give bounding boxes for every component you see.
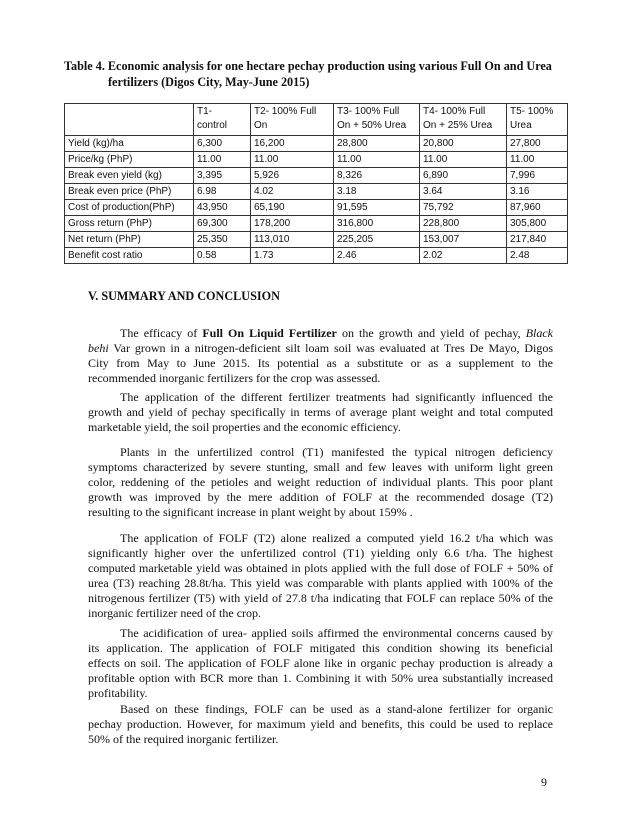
header-cell-t2: T2- 100% Full On bbox=[251, 104, 334, 136]
header-cell-blank bbox=[65, 104, 194, 136]
paragraph-1 bbox=[88, 326, 553, 386]
table-row bbox=[65, 168, 568, 184]
header-cell-t4: T4- 100% Full On + 25% Urea bbox=[420, 104, 507, 136]
table-cell: 16,200 bbox=[251, 136, 334, 152]
header-cell-t5: T5- 100% Urea bbox=[507, 104, 568, 136]
table-row bbox=[65, 232, 568, 248]
table-cell: 3.64 bbox=[420, 184, 507, 200]
paragraph-4 bbox=[88, 531, 553, 621]
paragraph-line: Plants in the unfertilized control (T1) manifested the typical nitrogen deficiency bbox=[120, 445, 553, 459]
paragraph-5 bbox=[88, 626, 553, 701]
paragraph-line: recommended inorganic fertilizers for the crop was assessed. bbox=[88, 371, 381, 385]
paragraph-line: behi Var grown in a nitrogen-deficient silt loam soil was evaluated at Tres De Mayo, Digos bbox=[88, 341, 553, 355]
table-cell: 153,007 bbox=[420, 232, 507, 248]
table-cell: 11.00 bbox=[420, 152, 507, 168]
table-cell: 2.02 bbox=[420, 248, 507, 264]
table-caption bbox=[64, 58, 576, 90]
paragraph-line: The application of the different fertilizer treatments had significantly influenced the bbox=[120, 390, 553, 404]
paragraph-line: growth was improved by the mere addition of FOLF at the recommended dosage (T2) bbox=[88, 490, 553, 504]
paragraph-line: symptoms characterized by severe stunting, small and few leaves with uniform light green bbox=[88, 460, 553, 474]
paragraph-line: nitrogenous fertilizer (T5) with yield of 27.8 t/ha indicating that FOLF can replace 50% of the bbox=[88, 591, 553, 605]
table-cell: 1.73 bbox=[251, 248, 334, 264]
paragraph-line: growth and yield of pechay specifically in terms of average plant weight and total computed bbox=[88, 405, 553, 419]
table-row bbox=[65, 248, 568, 264]
row-label: Price/kg (PhP) bbox=[65, 152, 194, 168]
row-label: Yield (kg)/ha bbox=[65, 136, 194, 152]
table-cell: 178,200 bbox=[251, 216, 334, 232]
table-cell: 305,800 bbox=[507, 216, 568, 232]
table-cell: 4.02 bbox=[251, 184, 334, 200]
table-cell: 28,800 bbox=[334, 136, 420, 152]
paragraph-line: Based on these findings, FOLF can be used as a stand-alone fertilizer for organic bbox=[120, 702, 553, 716]
table-cell: 3.16 bbox=[507, 184, 568, 200]
table-cell: 225,205 bbox=[334, 232, 420, 248]
table-cell: 91,595 bbox=[334, 200, 420, 216]
table-cell: 11.00 bbox=[251, 152, 334, 168]
table-cell: 25,350 bbox=[194, 232, 251, 248]
paragraph-line: City from May to June 2015. Its potential as a substitute or as a supplement to the bbox=[88, 356, 553, 370]
table-cell: 6.98 bbox=[194, 184, 251, 200]
paragraph-line: profitable option with BCR more than 1. Combining it with 50% urea substantially increased bbox=[88, 671, 553, 685]
header-cell-t3: T3- 100% Full On + 50% Urea bbox=[334, 104, 420, 136]
paragraph-line: significantly higher over the unfertilized control (T1) yielding only 6.6 t/ha. The highest bbox=[88, 546, 553, 560]
table-cell: 87,960 bbox=[507, 200, 568, 216]
row-label: Gross return (PhP) bbox=[65, 216, 194, 232]
table-header-row bbox=[65, 104, 568, 136]
table-cell: 3.18 bbox=[334, 184, 420, 200]
table-row bbox=[65, 184, 568, 200]
paragraph-line: computed marketable yield was obtained in plots applied with the full dose of FOLF + 50% of bbox=[88, 561, 553, 575]
table-cell: 8,326 bbox=[334, 168, 420, 184]
economic-analysis-table bbox=[64, 103, 568, 264]
paragraph-line: color, reddening of the petioles and weight reduction of individual plants. This poor plant bbox=[88, 475, 553, 489]
paragraph-line: effects on soil. The application of FOLF alone like in organic pechay production is already a bbox=[88, 656, 553, 670]
table-cell: 2.46 bbox=[334, 248, 420, 264]
table-caption-line-2: fertilizers (Digos City, May-June 2015) bbox=[108, 75, 310, 89]
table-cell: 20,800 bbox=[420, 136, 507, 152]
table-cell: 6,300 bbox=[194, 136, 251, 152]
paragraph-line: its application. The application of FOLF mitigated this condition showing its beneficial bbox=[88, 641, 553, 655]
table-cell: 11.00 bbox=[194, 152, 251, 168]
section-heading: V. SUMMARY AND CONCLUSION bbox=[88, 289, 280, 303]
row-label: Break even yield (kg) bbox=[65, 168, 194, 184]
row-label: Cost of production(PhP) bbox=[65, 200, 194, 216]
table-cell: 0.58 bbox=[194, 248, 251, 264]
paragraph-line: marketable yield, the soil properties and the economic efficiency. bbox=[88, 420, 401, 434]
table-cell: 7,996 bbox=[507, 168, 568, 184]
paragraph-line: urea (T3) reaching 28.8t/ha. This yield was comparable with plants applied with 100% of the bbox=[88, 576, 553, 590]
table-row bbox=[65, 200, 568, 216]
page-number: 9 bbox=[541, 775, 547, 789]
table-cell: 6,890 bbox=[420, 168, 507, 184]
paragraph-line: profitability. bbox=[88, 686, 148, 700]
paragraph-3 bbox=[88, 445, 553, 520]
table-cell: 27,800 bbox=[507, 136, 568, 152]
table-cell: 11.00 bbox=[334, 152, 420, 168]
paragraph-line: inorganic fertilizer need of the crop. bbox=[88, 606, 262, 620]
paragraph-2 bbox=[88, 390, 553, 435]
table-row bbox=[65, 136, 568, 152]
table-caption-line-1: Table 4. Economic analysis for one hectare pechay production using various Full On and Urea bbox=[64, 59, 552, 73]
table-cell: 65,190 bbox=[251, 200, 334, 216]
paragraph-line: pechay production. However, for maximum yield and benefits, this could be used to replace bbox=[88, 717, 553, 731]
table-row bbox=[65, 216, 568, 232]
paragraph-line: resulting to the significant increase in plant weight by about 159% . bbox=[88, 505, 413, 519]
table-cell: 43,950 bbox=[194, 200, 251, 216]
row-label: Break even price (PhP) bbox=[65, 184, 194, 200]
table-cell: 316,800 bbox=[334, 216, 420, 232]
paragraph-line: The application of FOLF (T2) alone realized a computed yield 16.2 t/ha which was bbox=[120, 531, 553, 545]
paragraph-line: The acidification of urea- applied soils affirmed the environmental concerns caused by bbox=[120, 626, 553, 640]
row-label: Net return (PhP) bbox=[65, 232, 194, 248]
table-cell: 5,926 bbox=[251, 168, 334, 184]
table-cell: 69,300 bbox=[194, 216, 251, 232]
row-label: Benefit cost ratio bbox=[65, 248, 194, 264]
table-cell: 228,800 bbox=[420, 216, 507, 232]
table-row bbox=[65, 152, 568, 168]
table-cell: 113,010 bbox=[251, 232, 334, 248]
table-cell: 3,395 bbox=[194, 168, 251, 184]
table-cell: 217,840 bbox=[507, 232, 568, 248]
table-cell: 11.00 bbox=[507, 152, 568, 168]
paragraph-6 bbox=[88, 702, 553, 747]
paragraph-line: The efficacy of Full On Liquid Fertilizer on the growth and yield of pechay, Black bbox=[120, 326, 554, 340]
paragraph-line: 50% of the required inorganic fertilizer. bbox=[88, 732, 279, 746]
header-cell-t1: T1- control bbox=[194, 104, 251, 136]
table-cell: 75,792 bbox=[420, 200, 507, 216]
table-cell: 2.48 bbox=[507, 248, 568, 264]
